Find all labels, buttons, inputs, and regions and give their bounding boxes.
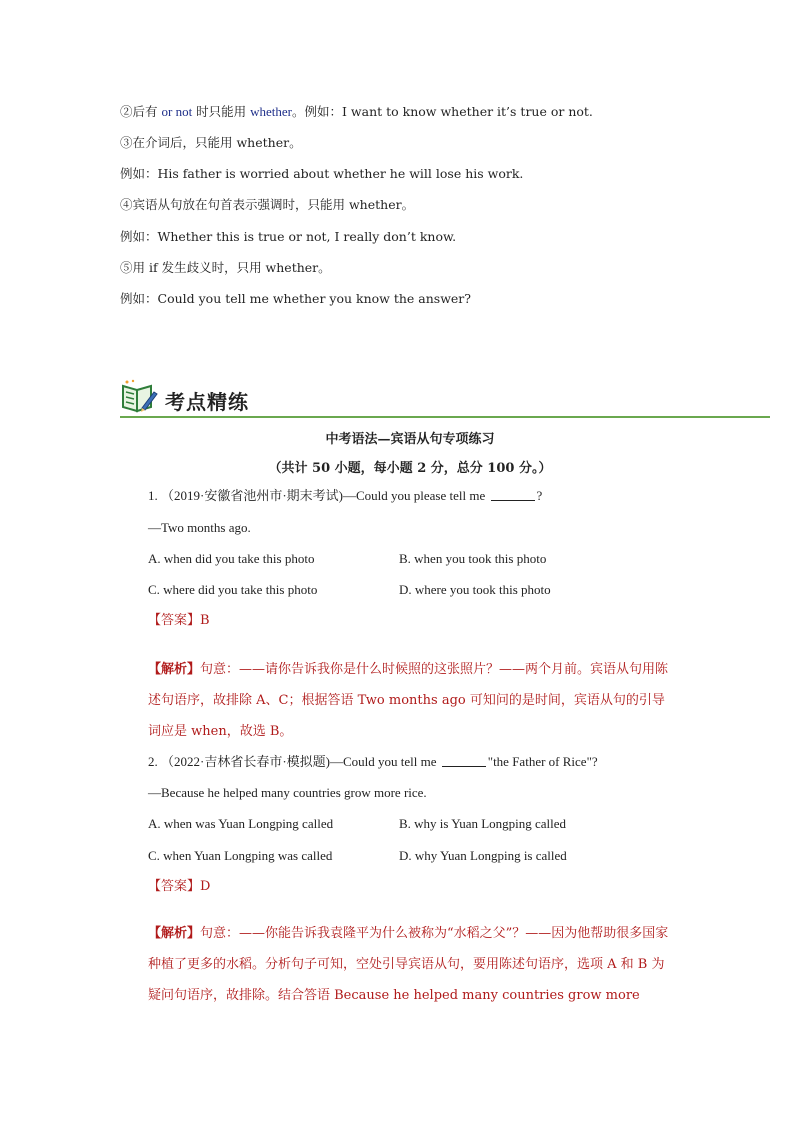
question-1-option-d: D. where you took this photo — [399, 582, 551, 597]
question-1-option-b: B. when you took this photo — [399, 551, 547, 566]
rule-5: ⑤用 if 发生歧义时，只用 whether。 — [120, 260, 331, 275]
question-2-answer: 【答案】D — [148, 879, 211, 894]
question-2-analysis: 【解析】句意：——你能告诉我袁隆平为什么被称为“水稻之父”？——因为他帮助很多国家种植了更多的水稻。分析句子可知，空处引导宾语从句，要用陈述句语序，选项 A 和 B 为疑问句语序，故排除。结合答语 Because he helped many countries grow more — [148, 926, 669, 1003]
rule-2-highlight-whether: whether — [250, 104, 293, 119]
rule-5-example: 例如：Could you tell me whether you know the answer? — [120, 291, 471, 306]
answer-blank — [491, 488, 535, 501]
question-1-reply: —Two months ago. — [148, 520, 251, 535]
rule-3: ③在介词后，只能用 whether。 — [120, 135, 302, 150]
question-1-stem: 1. （2019·安徽省池州市·期末考试)—Could you please tell me ? — [148, 488, 543, 503]
rule-4: ④宾语从句放在句首表示强调时，只能用 whether。 — [120, 197, 415, 212]
rule-4-example: 例如：Whether this is true or not, I really don’t know. — [120, 229, 457, 244]
question-2-option-c: C. when Yuan Longping was called — [148, 848, 333, 863]
rule-2-middle: 时只能用 — [192, 104, 251, 119]
question-2-option-d: D. why Yuan Longping is called — [399, 848, 567, 863]
question-1-option-c: C. where did you take this photo — [148, 582, 318, 597]
rule-2 — [120, 104, 593, 120]
section-title: 考点精练 — [165, 390, 249, 414]
question-2-stem: 2. （2022·吉林省长春市·模拟题)—Could you tell me "the Father of Rice"? — [148, 754, 598, 769]
exercise-subtitle: （共计 50 小题，每小题 2 分，总分 100 分。） — [268, 461, 552, 476]
rule-2-prefix: ②后有 — [120, 104, 162, 119]
question-1-answer: 【答案】B — [148, 613, 210, 628]
rule-2-example: 。例如：I want to know whether it’s true or not. — [292, 104, 593, 119]
rule-3-example: 例如：His father is worried about whether he will lose his work. — [120, 166, 524, 181]
section-divider — [120, 416, 770, 418]
question-1-option-a: A. when did you take this photo — [148, 551, 315, 566]
rule-2-highlight-or-not: or not — [161, 104, 193, 119]
question-2-reply: —Because he helped many countries grow more rice. — [148, 785, 427, 800]
open-book-pencil-icon — [120, 378, 158, 414]
answer-blank — [442, 754, 486, 767]
exercise-title: 中考语法—宾语从句专项练习 — [325, 432, 495, 447]
question-2-option-a: A. when was Yuan Longping called — [148, 816, 334, 831]
question-2-option-b: B. why is Yuan Longping called — [399, 816, 567, 831]
question-1-analysis: 【解析】句意：——请你告诉我你是什么时候照的这张照片？——两个月前。宾语从句用陈述句语序，故排除 A、C；根据答语 Two months ago 可知问的是时间，宾语从句的引导词应是 when，故选 B。 — [148, 662, 669, 739]
